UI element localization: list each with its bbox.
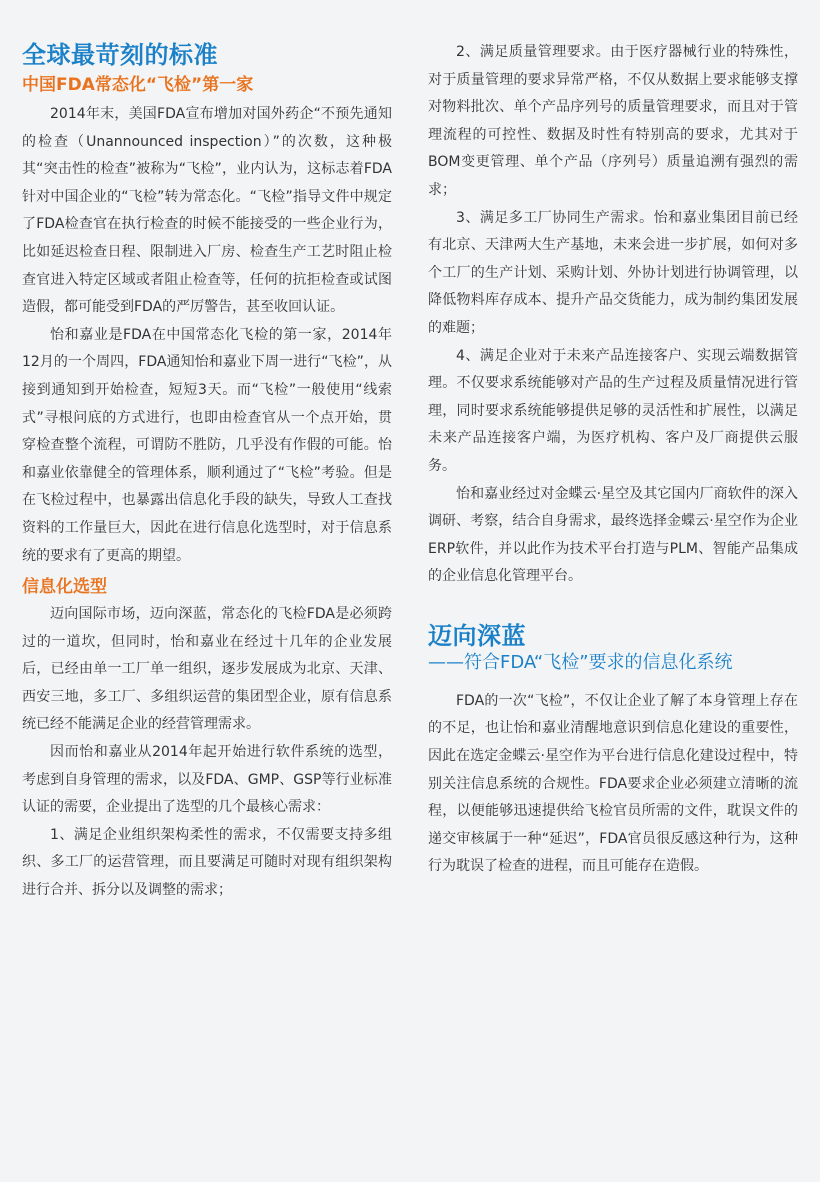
deep-blue-text-block: [428, 688, 798, 881]
section-subtitle-fda-system: ——符合FDA“飞检”要求的信息化系统: [428, 651, 733, 673]
paragraph: 1、满足企业组织架构柔性的需求，不仅需要支持多组织、多工厂的运营管理，而且要满足可随时对现有组织架构进行合并、拆分以及调整的需求；: [22, 826, 392, 899]
paragraph: 2、满足质量管理要求。由于医疗器械行业的特殊性，对于质量管理的要求异常严格，不仅从数据上要求能够支撑对物料批次、单个产品序列号的质量管理要求，而且对于管理流程的可控性、数据及时性有特别高的要求，尤其对于BOM变更管理、单个产品（序列号）质量追溯有强烈的需求；: [428, 44, 798, 198]
right-column: [428, 0, 798, 881]
section-title-global-standard: 全球最苛刻的标准: [22, 41, 218, 69]
paragraph: 2014年末，美国FDA宣布增加对国外药企“不预先通知的检查（Unannounced inspection）”的次数，这种极其“突击性的检查”被称为“飞检”，业内认为，这标志着FDA针对中国企业的“飞检”转为常态化。“飞检”指导文件中规定了FDA检查官在执行检查的时候不能接受的一些企业行为，比如延迟检查日程、限制进入厂房、检查生产工艺时阻止检查官进入特定区域或者阻止检查等，任何的抗拒检查或试图造假，都可能受到FDA的严厉警告，甚至收回认证。: [22, 106, 392, 316]
requirements-text-block: [428, 39, 798, 591]
paragraph: 4、满足企业对于未来产品连接客户、实现云端数据管理。不仅要求系统能够对产品的生产过程及质量情况进行管理，同时要求系统能够提供足够的灵活性和扩展性，以满足未来产品连接客户端，为医疗机构、客户及厂商提供云服务。: [428, 347, 798, 474]
paragraph: 迈向国际市场，迈向深蓝，常态化的飞检FDA是必须跨过的一道坎，但同时，怡和嘉业在经过十几年的企业发展后，已经由单一工厂单一组织，逐步发展成为北京、天津、西安三地，多工厂、多组织运营的集团型企业，原有信息系统已经不能满足企业的经营管理需求。: [22, 606, 392, 733]
intro-text-block: [22, 101, 392, 570]
paragraph: 怡和嘉业经过对金蝶云·星空及其它国内厂商软件的深入调研、考察，结合自身需求，最终选择金蝶云·星空作为企业ERP软件，并以此作为技术平台打造与PLM、智能产品集成的企业信息化管理平台。: [428, 485, 798, 585]
paragraph: 因而怡和嘉业从2014年起开始进行软件系统的选型，考虑到自身管理的需求，以及FDA、GMP、GSP等行业标准认证的需要，企业提出了选型的几个最核心需求：: [22, 744, 392, 816]
paragraph: 怡和嘉业是FDA在中国常态化飞检的第一家，2014年12月的一个周四，FDA通知怡和嘉业下周一进行“飞检”，从接到通知到开始检查，短短3天。而“飞检”一般使用“线索式”寻根问底的方式进行，也即由检查官从一个点开始，贯穿检查整个流程，可谓防不胜防，几乎没有作假的可能。怡和嘉业依靠健全的管理体系，顺利通过了“飞检”考验。但是在飞检过程中，也暴露出信息化手段的缺失，导致人工查找资料的工作量巨大，因此在进行信息化选型时，对于信息系统的要求有了更高的期望。: [22, 326, 392, 564]
paragraph: FDA的一次“飞检”，不仅让企业了解了本身管理上存在的不足，也让怡和嘉业清醒地意识到信息化建设的重要性，因此在选定金蝶云·星空作为平台进行信息化建设过程中，特别关注信息系统的合规性。FDA要求企业必须建立清晰的流程，以便能够迅速提供给飞检官员所需的文件，耽误文件的递交审核属于一种“延迟”，FDA官员很反感这种行为，这种行为耽误了检查的进程，而且可能存在造假。: [428, 692, 798, 875]
section-subtitle-fda-first: 中国FDA常态化“飞检”第一家: [22, 75, 254, 95]
section-heading-it-selection: 信息化选型: [22, 577, 107, 598]
paragraph: 3、满足多工厂协同生产需求。怡和嘉业集团目前已经有北京、天津两大生产基地，未来会进一步扩展，如何对多个工厂的生产计划、采购计划、外协计划进行协调管理，以降低物料库存成本、提升产品交货能力，成为制约集团发展的难题；: [428, 209, 798, 336]
section-title-deep-blue: 迈向深蓝: [428, 621, 526, 650]
selection-text-block: [22, 601, 392, 905]
left-column: [22, 0, 392, 905]
